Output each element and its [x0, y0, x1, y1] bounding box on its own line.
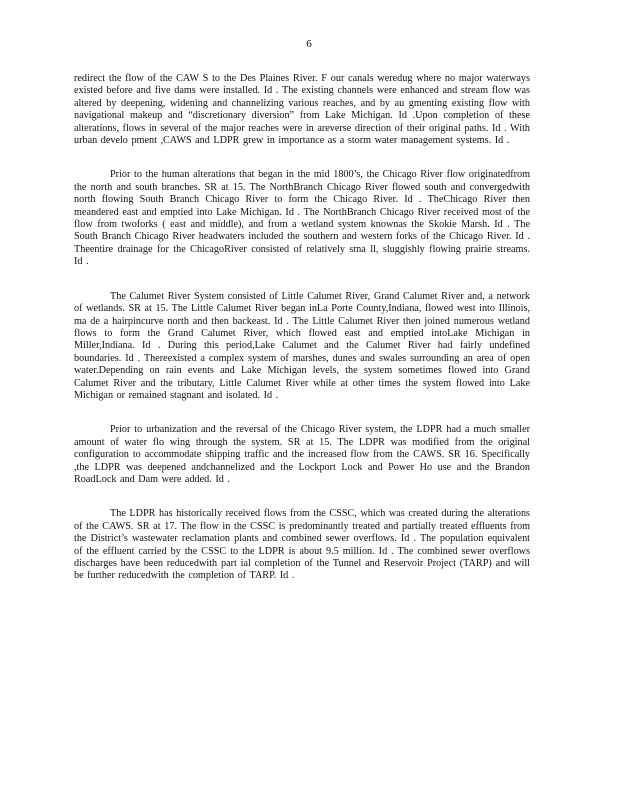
paragraph-caws-redirection: redirect the flow of the CAW S to the Des Plaines River. F our canals weredug where no major waterways existed before and five dams were installed. Id . The existing channels were enhanced and stream flow was altered by deepening, widening and channelizing various reaches, and by au gmenting existing flow with navigational makeup and “discretionary diversion” from Lake Michigan. Id .Upon completion of these alterations, flows in several of the major reaches were in areverse direction of their original paths. Id . With urban develo pment ,CAWS and LDPR grew in importance as a storm water management systems. Id . [74, 73, 530, 147]
document-body [74, 73, 530, 605]
paragraph-cssc-flows: The LDPR has historically received flows from the CSSC, which was created during the alterations of the CAWS. SR at 17. The flow in the CSSC is predominantly treated and partially treated effluents from the District’s wastewater reclamation plants and combined sewer overflows. Id . The population equivalent of the effluent carried by the CSSC to the LDPR is about 9.5 million. Id . The combined sewer overflows discharges have been reducedwith part ial completion of the Tunnel and Reservoir Project (TARP) and will be further reducedwith the completion of TARP. Id . [74, 508, 530, 582]
page-number: 6 [306, 38, 312, 50]
paragraph-calumet-river-system: The Calumet River System consisted of Little Calumet River, Grand Calumet River and, a network of wetlands. SR at 15. The Little Calumet River began inLa Porte County,Indiana, flowed west into Illinois, ma de a hairpincurve north and then backeast. Id . The Little Calumet River then joined numerous wetland flows to form the Grand Calumet River, which flowed east and emptied intoLake Michigan in Miller,Indiana. Id . During this period,Lake Calumet and the Calumet River had fairly undefined boundaries. Id . Thereexisted a complex system of marshes, dunes and swales surrounding an area of open water.Depending on rain events and Lake Michigan levels, the system sometimes flowed into Grand Calumet River and the tributary, Little Calumet River while at other times the system flowed into Lake Michigan or remained stagnant and isolated. Id . [74, 290, 530, 401]
paragraph-chicago-river-history: Prior to the human alterations that began in the mid 1800’s, the Chicago River flow originatedfrom the north and south branches. SR at 15. The NorthBranch Chicago River flowed south and convergedwith north flowing South Branch Chicago River to form the Chicago River. Id . TheChicago River then meandered east and emptied into Lake Michigan. Id . The NorthBranch Chicago River received most of the flow from twoforks ( east and middle), and from a wetland system knownas the Skokie Marsh. Id . The South Branch Chicago River headwaters included the southern and western forks of the Chicago River. Id . Theentire drainage for the ChicagoRiver consisted of relatively sma ll, sluggishly flowing prairie streams. Id . [74, 169, 530, 268]
paragraph-ldpr-urbanization: Prior to urbanization and the reversal of the Chicago River system, the LDPR had a much smaller amount of water flo wing through the system. SR at 15. The LDPR was modified from the original configuration to accommodate shipping traffic and the increased flow from the CAWS. SR 16. Specifically ,the LDPR was deepened andchannelized and the Lockport Lock and Power Ho use and the Brandon RoadLock and Dam were added. Id . [74, 424, 530, 485]
